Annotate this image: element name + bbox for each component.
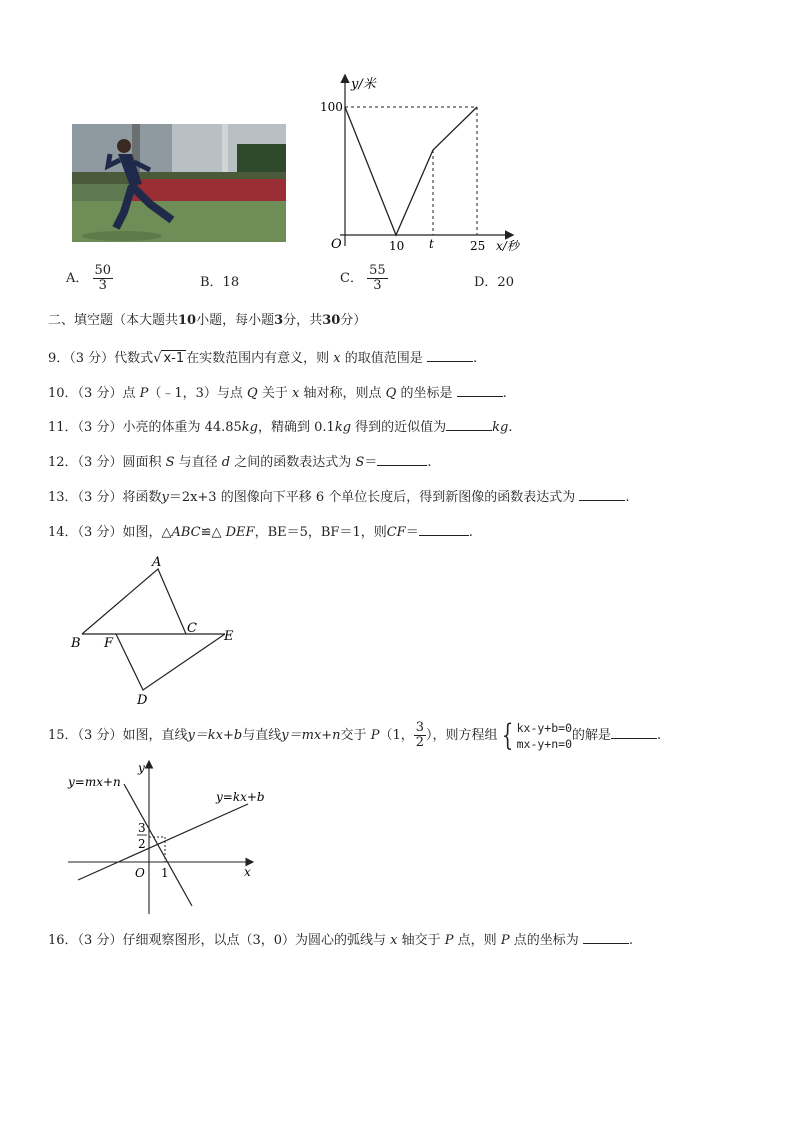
question-10: 10．（3 分）点 P（﹣1，3）与点 Q 关于 x 轴对称，则点 Q 的坐标是 . xyxy=(48,382,507,403)
svg-text:2: 2 xyxy=(138,837,146,851)
triangle-def xyxy=(116,634,225,690)
answer-blank[interactable] xyxy=(377,451,427,466)
svg-text:F: F xyxy=(104,636,114,651)
answer-blank[interactable] xyxy=(457,382,503,397)
answer-blank[interactable] xyxy=(427,347,473,362)
option-c[interactable]: C． $\frac{55}{3}$ xyxy=(340,263,386,293)
origin-label: O xyxy=(331,237,342,252)
y-axis-label: y/米 xyxy=(351,77,376,92)
line-mx-n xyxy=(124,784,192,906)
svg-text:1: 1 xyxy=(161,866,169,880)
svg-text:y=kx+b: y=kx+b xyxy=(216,790,265,804)
tick-25: 25 xyxy=(470,239,486,253)
svg-text:A: A xyxy=(152,555,162,570)
triangles-figure xyxy=(66,552,246,708)
svg-text:E: E xyxy=(224,629,234,644)
question-9: 9．（3 分）代数式√ x-1 在实数范围内有意义，则 x 的取值范围是 . xyxy=(48,347,477,368)
question-11: 11．（3 分）小亮的体重为 44.85kg，精确到 0.1kg 得到的近似值为 kg. xyxy=(48,416,513,437)
svg-text:x: x xyxy=(244,865,251,879)
answer-blank[interactable] xyxy=(583,929,629,944)
svg-text:3: 3 xyxy=(138,821,146,835)
option-b[interactable]: B．18 xyxy=(200,275,240,290)
question-16: 16．（3 分）仔细观察图形，以点（3，0）为圆心的弧线与 x 轴交于 P 点，则 P 点的坐标为 . xyxy=(48,929,633,950)
svg-text:y: y xyxy=(138,761,145,775)
question-13: 13．（3 分）将函数y＝2x+3 的图像向下平移 6 个单位长度后，得到新图像的函数表达式为 . xyxy=(48,486,630,507)
option-a[interactable]: A． $\frac{50}{3}$ xyxy=(66,263,112,293)
section-heading: 二、填空题（本大题共10小题，每小题3分，共30分） xyxy=(48,313,367,328)
tick-10: 10 xyxy=(389,239,405,253)
runner-photo xyxy=(72,124,286,242)
tick-100: 100 xyxy=(320,100,343,114)
lines-figure xyxy=(64,758,274,918)
svg-text:D: D xyxy=(137,693,148,708)
x-axis-label: x/秒 xyxy=(496,239,519,253)
svg-text:C: C xyxy=(187,621,197,636)
tick-t: t xyxy=(429,237,434,251)
answer-blank[interactable] xyxy=(446,416,492,431)
question-15: 15．（3 分）如图，直线y＝kx+b与直线y＝mx+n交于 P（1， $\frac{3}{2}$ ），则方程组 { kx-y+b=0 mx-y+n=0 的解是 . xyxy=(48,717,662,753)
answer-blank[interactable] xyxy=(579,486,625,501)
distance-curve xyxy=(345,107,477,235)
answer-blank[interactable] xyxy=(419,521,469,536)
svg-text:O: O xyxy=(135,866,145,880)
svg-text:y=mx+n: y=mx+n xyxy=(68,775,121,789)
triangle-abc xyxy=(82,569,186,634)
option-d[interactable]: D．20 xyxy=(474,275,514,290)
svg-text:B: B xyxy=(71,636,81,651)
distance-time-graph xyxy=(318,68,528,258)
question-14: 14．（3 分）如图，△ABC≌△ DEF，BE＝5，BF＝1，则CF＝ . xyxy=(48,521,473,542)
answer-blank[interactable] xyxy=(611,718,657,739)
question-12: 12．（3 分）圆面积 S 与直径 d 之间的函数表达式为 S＝ . xyxy=(48,451,431,472)
